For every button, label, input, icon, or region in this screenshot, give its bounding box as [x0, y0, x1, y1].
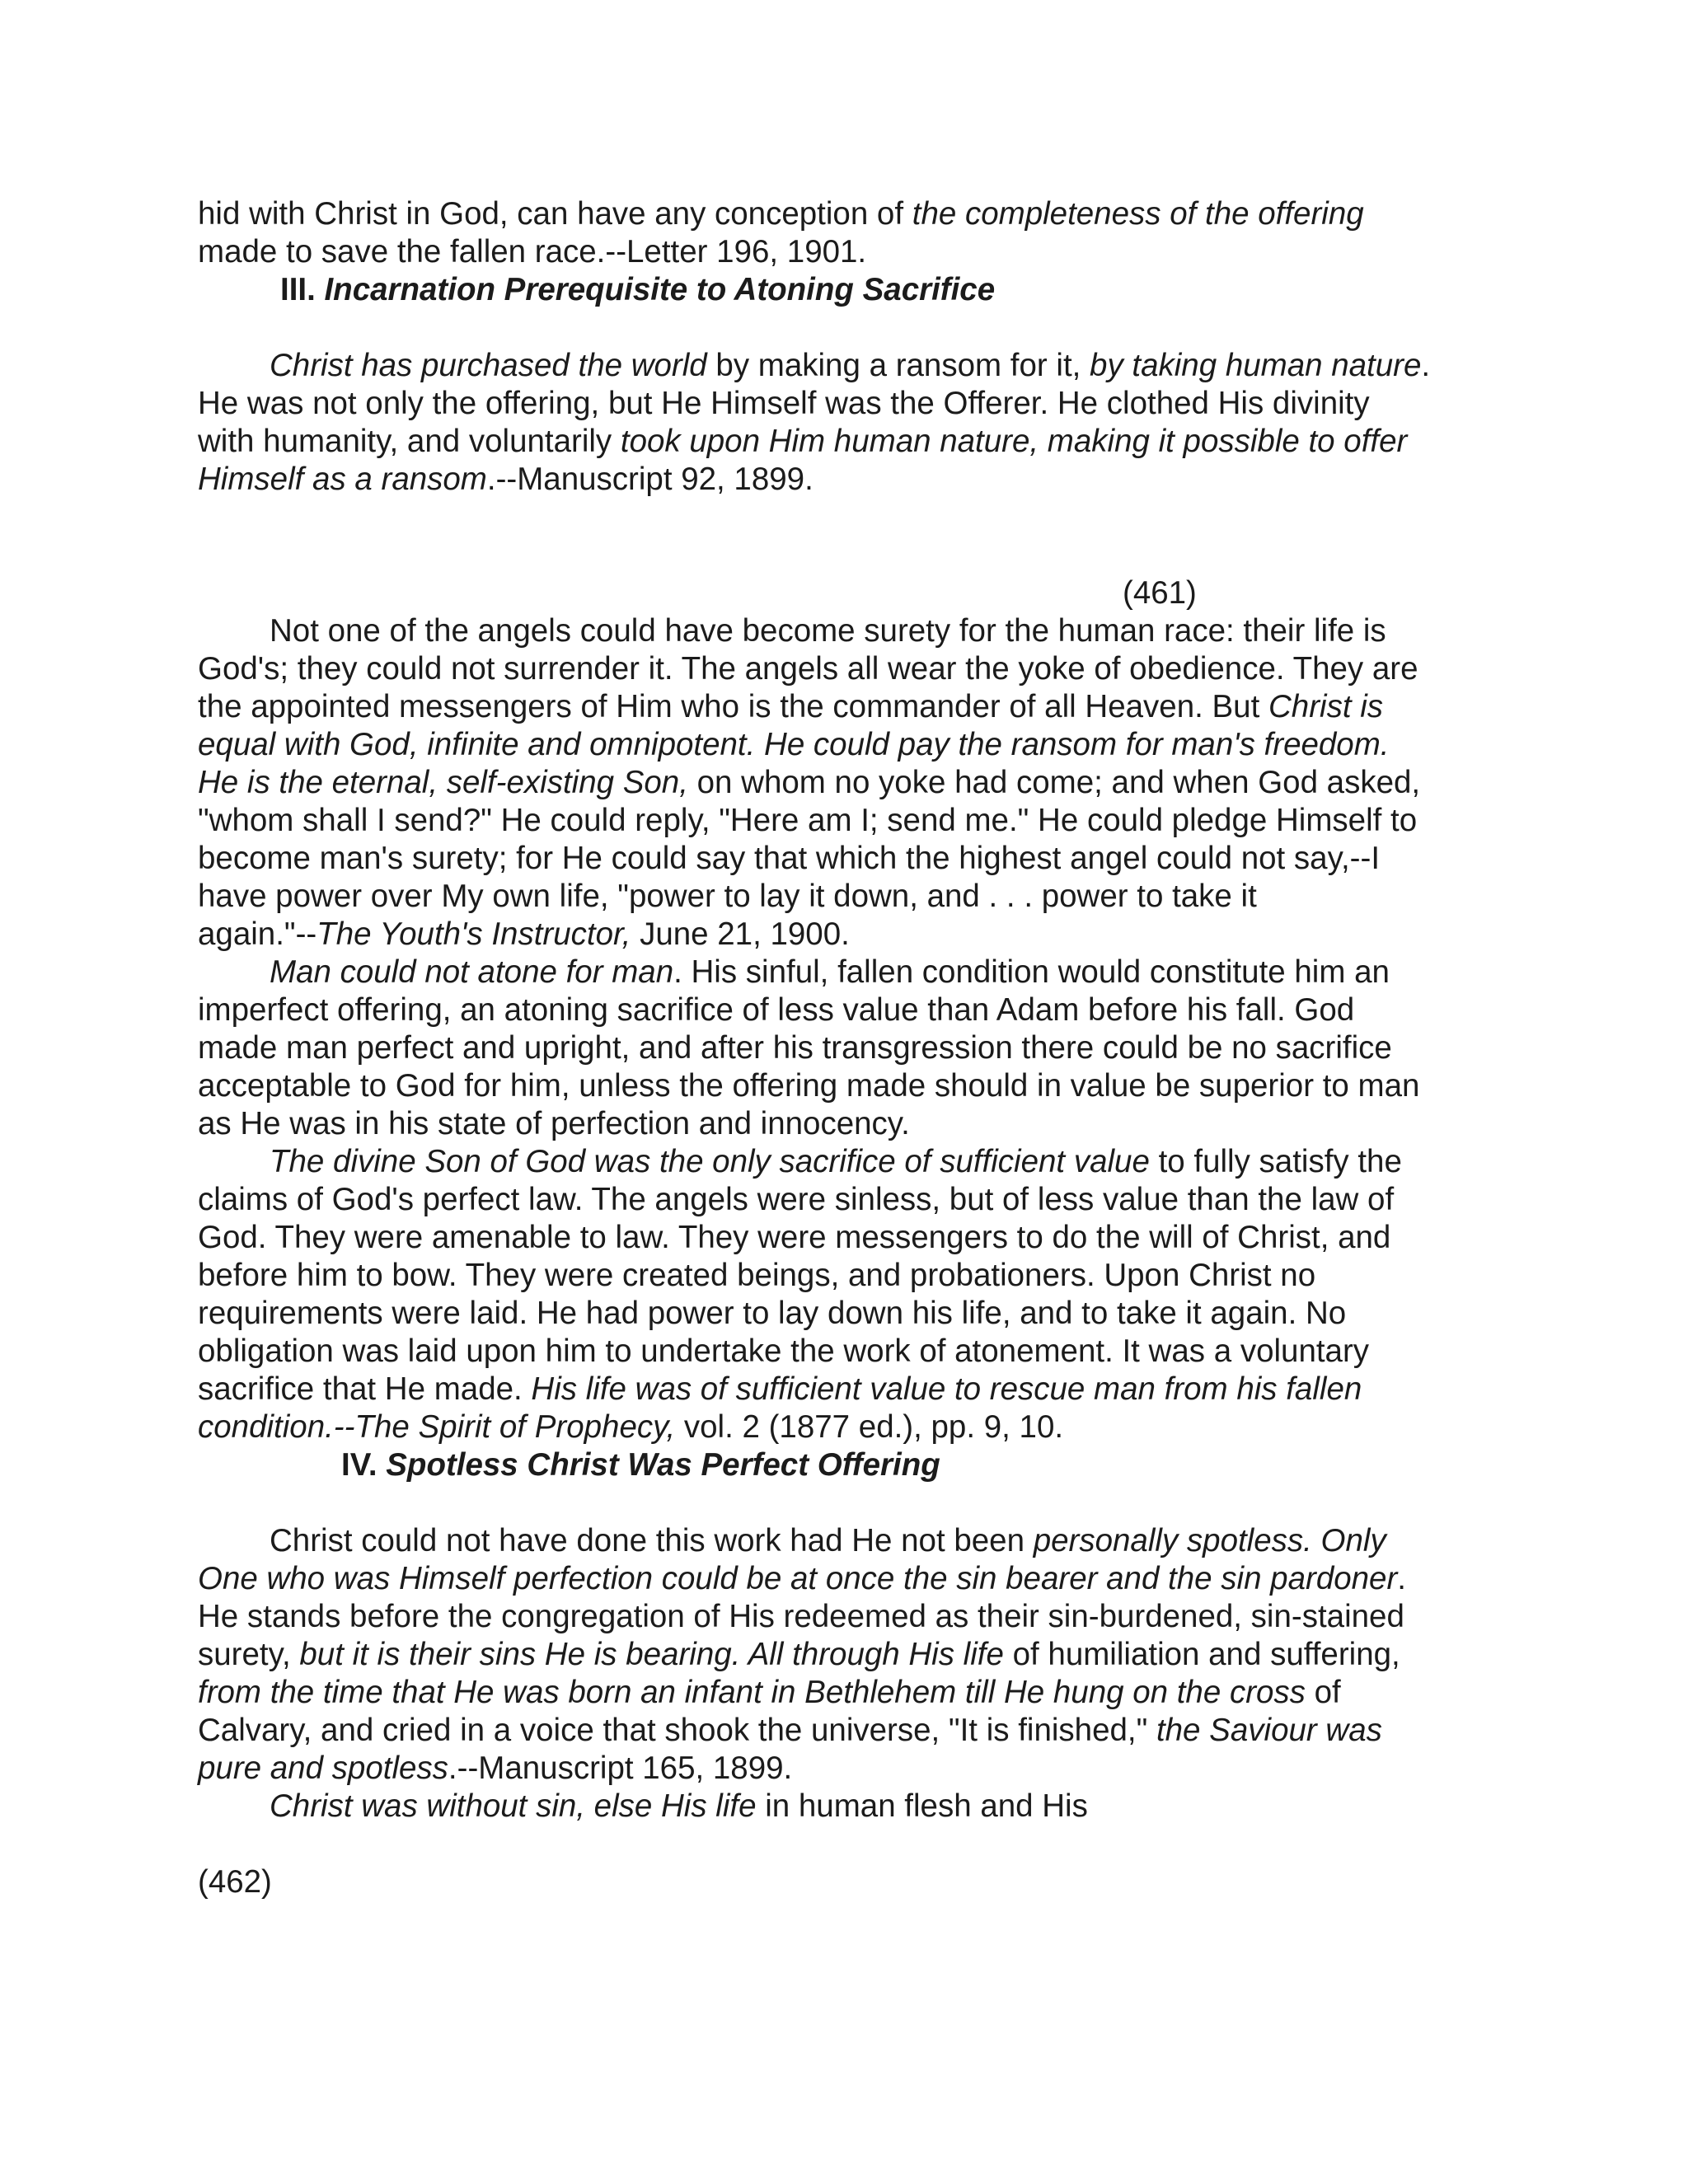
text-line [198, 1750, 792, 1788]
text-line [198, 878, 1257, 916]
text-run: become man's surety; for He could say that which the highest angel could not say,--I [198, 841, 1381, 876]
text-run: sacrifice that He made. [198, 1371, 532, 1407]
text-line [198, 195, 1364, 233]
text-line [198, 1333, 1369, 1371]
text-run: Christ could not have done this work had He not been [270, 1523, 1034, 1558]
text-run: Not one of the angels could have become surety for the human race: their life is [270, 613, 1386, 649]
italic-text: Man could not atone for man [270, 954, 674, 990]
text-run: made to save the fallen race.--Letter 196, 1901. [198, 234, 867, 269]
italic-text: Himself as a ransom [198, 462, 487, 497]
text-line [198, 688, 1383, 726]
text-line [198, 1408, 1063, 1446]
text-run: to fully satisfy the [1149, 1144, 1402, 1179]
text-run: He stands before the congregation of His redeemed as their sin-burdened, sin-stained [198, 1599, 1404, 1634]
text-run: acceptable to God for him, unless the offering made should in value be superior to man [198, 1068, 1420, 1104]
text-run: . [1421, 348, 1431, 383]
text-run: He was not only the offering, but He Himself was the Offerer. He clothed His divinity [198, 386, 1370, 421]
text-run: as He was in his state of perfection and innocency. [198, 1106, 910, 1141]
text-line [198, 1371, 1362, 1408]
italic-text: condition.--The Spirit of Prophecy, [198, 1409, 676, 1445]
section-heading-iv [341, 1446, 940, 1484]
text-run: .--Manuscript 165, 1899. [448, 1750, 793, 1786]
italic-text: personally spotless. Only [1033, 1523, 1386, 1558]
text-run: again."-- [198, 916, 317, 952]
italic-text: pure and spotless [198, 1750, 448, 1786]
text-line [198, 1105, 910, 1143]
text-run: God's; they could not surrender it. The angels all wear the yoke of obedience. They are [198, 651, 1418, 687]
text-line [270, 1522, 1386, 1560]
text-line [198, 802, 1417, 840]
text-line [198, 1636, 1400, 1674]
text-run: God. They were amenable to law. They were messengers to do the will of Christ, and [198, 1220, 1391, 1255]
page-number-462: (462) [198, 1864, 272, 1900]
text-line [270, 1788, 1088, 1825]
text-run: by making a ransom for it, [706, 348, 1090, 383]
text-line [198, 650, 1418, 688]
text-line [270, 954, 1390, 991]
text-run: of humiliation and suffering, [1003, 1637, 1400, 1672]
text-line [270, 1143, 1402, 1181]
text-run: made man perfect and upright, and after his transgression there could be no sacrifice [198, 1030, 1392, 1066]
text-line [198, 1181, 1394, 1219]
text-run: June 21, 1900. [631, 916, 850, 952]
text-line [198, 764, 1420, 802]
text-run: "whom shall I send?" He could reply, "Here am I; send me." He could pledge Himself to [198, 803, 1418, 838]
italic-text: Christ is [1268, 689, 1384, 724]
text-line [198, 423, 1407, 461]
text-run: in human flesh and His [756, 1788, 1088, 1824]
section-heading-iii [280, 271, 995, 309]
italic-text: Christ was without sin, else His life [270, 1788, 757, 1824]
text-run: surety, [198, 1637, 300, 1672]
text-line [198, 1295, 1346, 1333]
text-run: the appointed messengers of Him who is the commander of all Heaven. But [198, 689, 1268, 724]
text-run: of [1305, 1675, 1341, 1710]
text-run: hid with Christ in God, can have any conception of [198, 196, 912, 232]
italic-text: Spotless Christ Was Perfect Offering [386, 1447, 940, 1483]
text-run: vol. 2 (1877 ed.), pp. 9, 10. [675, 1409, 1064, 1445]
text-run: before him to bow. They were created beings, and probationers. Upon Christ no [198, 1258, 1316, 1293]
italic-text: He is the eternal, self-existing Son, [198, 765, 688, 800]
text-line [198, 916, 850, 954]
text-line [198, 1712, 1382, 1750]
text-run: imperfect offering, an atoning sacrifice of less value than Adam before his fall. God [198, 992, 1355, 1028]
text-run: on whom no yoke had come; and when God asked, [687, 765, 1421, 800]
text-run: IV. [341, 1447, 387, 1483]
italic-text: Christ has purchased the world [270, 348, 707, 383]
text-run: obligation was laid upon him to undertake the work of atonement. It was a voluntary [198, 1333, 1370, 1369]
text-line [198, 233, 866, 271]
text-line [198, 1067, 1419, 1105]
text-line [198, 461, 814, 499]
text-line [198, 1257, 1315, 1295]
italic-text: took upon Him human nature, making it possible to offer [620, 424, 1408, 459]
text-run: .--Manuscript 92, 1899. [486, 462, 814, 497]
text-run: claims of God's perfect law. The angels were sinless, but of less value than the law of [198, 1182, 1395, 1217]
text-run: . His sinful, fallen condition would constitute him an [673, 954, 1390, 990]
text-line [198, 991, 1354, 1029]
italic-text: but it is their sins He is bearing. All through His life [299, 1637, 1004, 1672]
text-run: with humanity, and voluntarily [198, 424, 621, 459]
text-line [270, 347, 1430, 385]
text-run: Calvary, and cried in a voice that shook the universe, "It is finished," [198, 1713, 1156, 1748]
text-line [270, 612, 1386, 650]
italic-text: His life was of sufficient value to rescue man from his fallen [531, 1371, 1362, 1407]
text-line [198, 1598, 1404, 1636]
text-run: . [1397, 1561, 1406, 1596]
italic-text: from the time that He was born an infant in Bethlehem till He hung on the cross [198, 1675, 1306, 1710]
italic-text: One who was Himself perfection could be at once the sin bearer and the sin pardoner [198, 1561, 1398, 1596]
text-run: have power over My own life, "power to lay it down, and . . . power to take it [198, 879, 1257, 914]
text-line [198, 1560, 1406, 1598]
italic-text: Incarnation Prerequisite to Atoning Sacrifice [324, 272, 996, 307]
italic-text: the completeness of the offering [912, 196, 1364, 232]
italic-text: The divine Son of God was the only sacrifice of sufficient value [270, 1144, 1150, 1179]
italic-text: the Saviour was [1156, 1713, 1382, 1748]
text-line [198, 1674, 1341, 1712]
italic-text: The Youth's Instructor, [316, 916, 631, 952]
text-line [198, 726, 1389, 764]
text-line [198, 385, 1370, 423]
page-number-461: (461) [1123, 575, 1197, 611]
text-line [198, 1029, 1392, 1067]
text-line [198, 840, 1380, 878]
text-line [198, 1219, 1390, 1257]
text-run: requirements were laid. He had power to lay down his life, and to take it again. No [198, 1296, 1347, 1331]
italic-text: equal with God, infinite and omnipotent. He could pay the ransom for man's freedom. [198, 727, 1390, 762]
text-run: III. [280, 272, 325, 307]
italic-text: by taking human nature [1090, 348, 1422, 383]
